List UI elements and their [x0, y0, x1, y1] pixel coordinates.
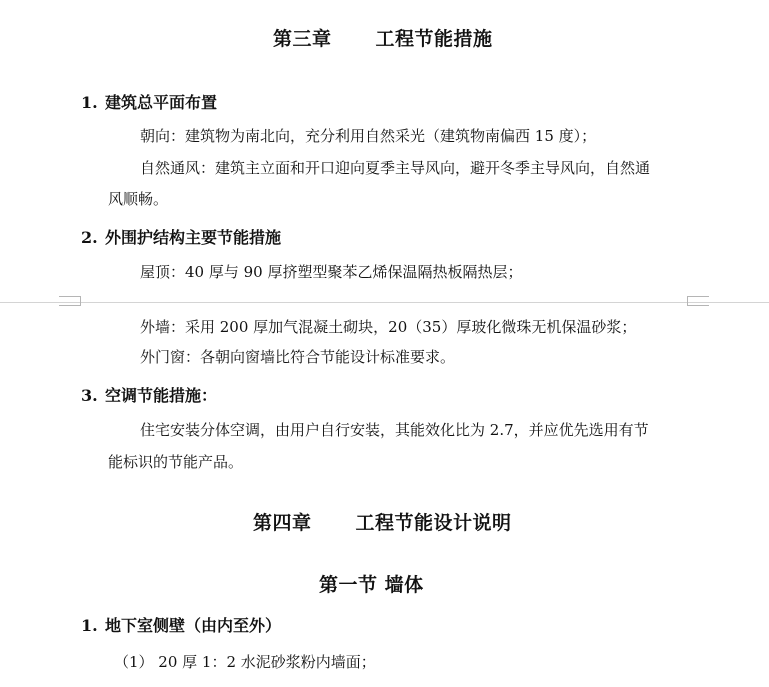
chapter-3-heading — [273, 24, 493, 51]
chapter-3-number: 第三章 — [273, 28, 332, 50]
section-2-heading — [81, 225, 281, 248]
section-3-heading — [81, 383, 217, 406]
section-3-number: 3. — [81, 386, 98, 405]
ac-paragraph-line1: 住宅安装分体空调，由用户自行安装，其能效化比为 2.7，并应优先选用有节 — [140, 421, 649, 439]
windows-paragraph: 外门窗：各朝向窗墙比符合节能设计标准要求。 — [140, 348, 456, 366]
ventilation-paragraph-line1: 自然通风：建筑主立面和开口迎向夏季主导风向，避开冬季主导风向，自然通 — [140, 159, 651, 177]
ventilation-paragraph-line2: 风顺畅。 — [108, 190, 169, 208]
section-1-title: 建筑总平面布置 — [105, 93, 218, 112]
section-1-number: 1. — [81, 93, 98, 112]
basement-wall-title: 地下室侧壁（由内至外） — [105, 616, 282, 635]
chapter-4-title: 工程节能设计说明 — [355, 512, 512, 534]
section-1-heading — [81, 90, 217, 113]
page-corner-mark-left — [59, 296, 81, 306]
section-2-number: 2. — [81, 228, 98, 247]
page-corner-mark-right — [687, 296, 709, 306]
basement-wall-heading — [81, 613, 281, 636]
section-wall-heading: 第一节 墙体 — [319, 574, 424, 596]
page-break-line — [0, 302, 769, 303]
section-2-title: 外围护结构主要节能措施 — [105, 228, 282, 247]
ac-paragraph-line2: 能标识的节能产品。 — [108, 453, 244, 471]
basement-wall-item-1: （1） 20 厚 1：2 水泥砂浆粉内墙面； — [114, 653, 376, 671]
orientation-paragraph: 朝向：建筑物为南北向，充分利用自然采光（建筑物南偏西 15 度）； — [140, 127, 597, 145]
roof-paragraph: 屋顶：40 厚与 90 厚挤塑型聚苯乙烯保温隔热板隔热层； — [140, 263, 523, 281]
chapter-4-number: 第四章 — [253, 512, 312, 534]
section-3-title: 空调节能措施： — [105, 386, 218, 405]
wall-paragraph: 外墙：采用 200 厚加气混凝土砌块，20（35）厚玻化微珠无机保温砂浆； — [140, 318, 637, 336]
chapter-4-heading — [253, 508, 512, 535]
chapter-3-title: 工程节能措施 — [375, 28, 493, 50]
basement-wall-number: 1. — [81, 616, 98, 635]
